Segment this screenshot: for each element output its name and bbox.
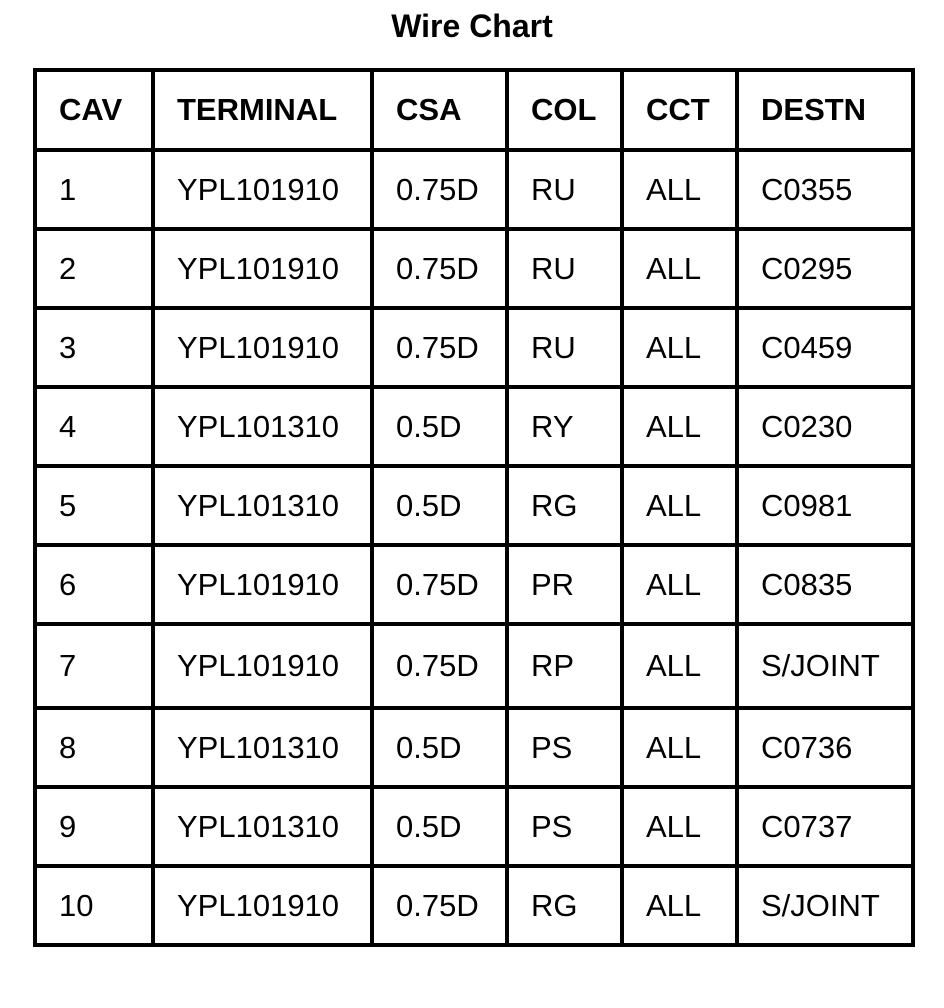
cell-terminal: YPL101310 <box>153 708 372 787</box>
cell-col: RG <box>507 466 622 545</box>
table-header-row <box>35 70 913 150</box>
column-header-csa: CSA <box>372 70 507 150</box>
cell-csa: 0.5D <box>372 708 507 787</box>
cell-terminal: YPL101910 <box>153 308 372 387</box>
table-row <box>35 229 913 308</box>
cell-cav: 8 <box>35 708 153 787</box>
cell-cct: ALL <box>622 624 737 708</box>
cell-terminal: YPL101910 <box>153 866 372 945</box>
cell-terminal: YPL101310 <box>153 387 372 466</box>
table-row <box>35 545 913 624</box>
cell-csa: 0.75D <box>372 545 507 624</box>
cell-csa: 0.75D <box>372 229 507 308</box>
table-row <box>35 466 913 545</box>
cell-cct: ALL <box>622 387 737 466</box>
cell-destn: C0737 <box>737 787 913 866</box>
cell-destn: C0835 <box>737 545 913 624</box>
cell-col: PR <box>507 545 622 624</box>
cell-destn: C0230 <box>737 387 913 466</box>
cell-cav: 6 <box>35 545 153 624</box>
cell-csa: 0.5D <box>372 387 507 466</box>
cell-csa: 0.75D <box>372 866 507 945</box>
column-header-cct: CCT <box>622 70 737 150</box>
cell-col: RG <box>507 866 622 945</box>
column-header-terminal: TERMINAL <box>153 70 372 150</box>
cell-terminal: YPL101910 <box>153 545 372 624</box>
cell-terminal: YPL101910 <box>153 624 372 708</box>
cell-destn: S/JOINT <box>737 624 913 708</box>
cell-col: RU <box>507 229 622 308</box>
cell-cct: ALL <box>622 708 737 787</box>
cell-col: RU <box>507 150 622 229</box>
cell-cav: 1 <box>35 150 153 229</box>
cell-col: RY <box>507 387 622 466</box>
cell-cct: ALL <box>622 787 737 866</box>
cell-terminal: YPL101910 <box>153 150 372 229</box>
table-row <box>35 624 913 708</box>
cell-destn: C0981 <box>737 466 913 545</box>
cell-destn: S/JOINT <box>737 866 913 945</box>
cell-cct: ALL <box>622 545 737 624</box>
table-row <box>35 387 913 466</box>
table-row <box>35 308 913 387</box>
cell-cct: ALL <box>622 150 737 229</box>
cell-cct: ALL <box>622 866 737 945</box>
column-header-col: COL <box>507 70 622 150</box>
wire-chart-table <box>33 68 915 947</box>
cell-destn: C0355 <box>737 150 913 229</box>
page-title: Wire Chart <box>391 8 553 44</box>
cell-col: RU <box>507 308 622 387</box>
column-header-cav: CAV <box>35 70 153 150</box>
cell-terminal: YPL101310 <box>153 787 372 866</box>
cell-csa: 0.75D <box>372 150 507 229</box>
cell-cav: 2 <box>35 229 153 308</box>
cell-csa: 0.75D <box>372 624 507 708</box>
cell-col: PS <box>507 787 622 866</box>
cell-cav: 9 <box>35 787 153 866</box>
table-row <box>35 787 913 866</box>
cell-col: PS <box>507 708 622 787</box>
cell-cct: ALL <box>622 308 737 387</box>
cell-cct: ALL <box>622 229 737 308</box>
cell-destn: C0459 <box>737 308 913 387</box>
cell-col: RP <box>507 624 622 708</box>
cell-cct: ALL <box>622 466 737 545</box>
cell-cav: 5 <box>35 466 153 545</box>
table-row <box>35 866 913 945</box>
cell-cav: 3 <box>35 308 153 387</box>
table-row <box>35 150 913 229</box>
cell-terminal: YPL101910 <box>153 229 372 308</box>
cell-terminal: YPL101310 <box>153 466 372 545</box>
cell-cav: 7 <box>35 624 153 708</box>
cell-csa: 0.5D <box>372 466 507 545</box>
cell-cav: 4 <box>35 387 153 466</box>
table-row <box>35 708 913 787</box>
cell-csa: 0.75D <box>372 308 507 387</box>
cell-csa: 0.5D <box>372 787 507 866</box>
cell-destn: C0295 <box>737 229 913 308</box>
cell-cav: 10 <box>35 866 153 945</box>
column-header-destn: DESTN <box>737 70 913 150</box>
cell-destn: C0736 <box>737 708 913 787</box>
